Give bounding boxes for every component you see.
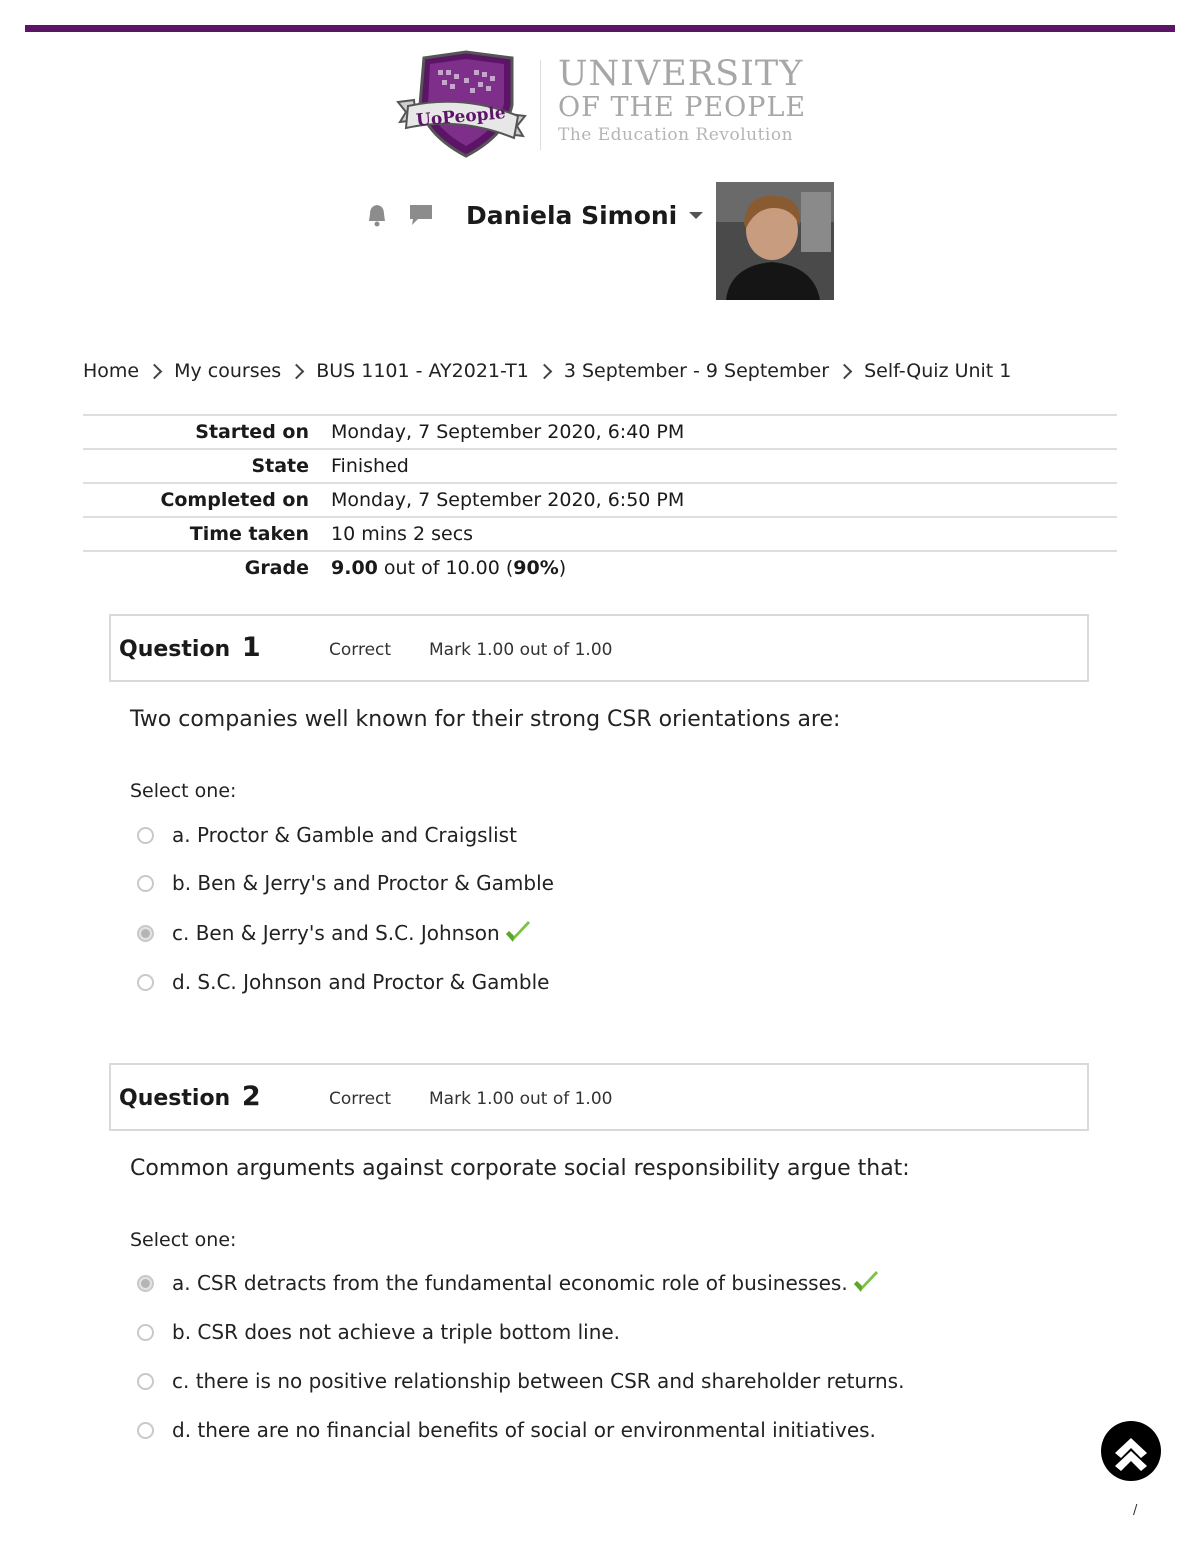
answer-option[interactable] [137,871,554,895]
question-2-text: Common arguments against corporate social responsibility argue that: [130,1156,910,1181]
question-2-header [109,1063,1089,1131]
radio-button[interactable] [137,1422,154,1439]
radio-button[interactable] [137,1373,154,1390]
avatar-photo [716,182,834,300]
answer-label: a. Proctor & Gamble and Craigslist [172,823,517,847]
question-title [119,1081,261,1112]
question-state: Correct [329,1089,392,1109]
caret-down-icon[interactable] [689,212,703,219]
chevron-right-icon [289,363,305,379]
double-chevron-up-icon [1101,1421,1161,1481]
top-accent-bar [25,25,1175,32]
answer-label: a. CSR detracts from the fundamental economic role of businesses. [172,1271,848,1295]
answer-option[interactable] [137,1418,876,1442]
question-1-header [109,614,1089,682]
question-title [119,632,261,663]
bell-icon[interactable] [364,202,390,228]
question-mark: Mark 1.00 out of 1.00 [429,1089,613,1109]
summary-row-time [83,517,1117,551]
university-wordmark [558,56,806,147]
breadcrumb-course[interactable]: BUS 1101 - AY2021-T1 [316,360,529,382]
radio-button[interactable] [137,827,154,844]
answer-label: b. CSR does not achieve a triple bottom line. [172,1320,621,1344]
summary-row-started [83,415,1117,449]
uopeople-shield-logo [394,50,529,160]
user-menu-row [364,195,703,235]
summary-label: Started on [83,415,331,449]
select-one-label: Select one: [130,780,237,802]
page-mark: / [1133,1503,1138,1518]
wordmark-line-1: UNIVERSITY [558,54,804,94]
question-mark: Mark 1.00 out of 1.00 [429,640,613,660]
radio-button[interactable] [137,1324,154,1341]
breadcrumb-my-courses[interactable]: My courses [174,360,282,382]
answer-label: c. Ben & Jerry's and S.C. Johnson [172,921,500,945]
summary-label: Time taken [83,517,331,551]
check-icon [504,920,532,946]
summary-row-grade [83,551,1117,584]
answer-option[interactable] [137,1369,904,1393]
radio-button[interactable] [137,974,154,991]
breadcrumb-week[interactable]: 3 September - 9 September [563,360,830,382]
logo-divider [540,60,541,150]
summary-label: Completed on [83,483,331,517]
breadcrumb [83,360,1011,382]
chat-icon[interactable] [408,202,434,228]
radio-button-checked[interactable] [137,925,154,942]
answer-label: d. there are no financial benefits of social or environmental initiatives. [172,1418,876,1442]
question-state: Correct [329,640,392,660]
question-label: Question [119,1086,231,1111]
grade-mid: out of 10.00 ( [377,557,514,579]
grade-end: ) [558,557,567,579]
answer-option-selected[interactable] [137,920,532,946]
select-one-label: Select one: [130,1229,237,1251]
grade-score: 9.00 [331,557,378,579]
summary-label: Grade [83,551,331,584]
wordmark-tagline: The Education Revolution [558,125,794,145]
grade-value [331,551,1117,584]
summary-value: 10 mins 2 secs [331,517,1117,551]
chevron-right-icon [147,363,163,379]
breadcrumb-quiz[interactable]: Self-Quiz Unit 1 [864,360,1012,382]
answer-option[interactable] [137,1320,620,1344]
breadcrumb-home[interactable]: Home [83,360,140,382]
avatar[interactable] [716,182,834,300]
answer-label: b. Ben & Jerry's and Proctor & Gamble [172,871,554,895]
chevron-right-icon [537,363,553,379]
grade-percent: 90% [513,557,559,579]
wordmark-line-2: OF THE PEOPLE [558,92,807,123]
answer-label: c. there is no positive relationship between CSR and shareholder returns. [172,1369,905,1393]
site-logo[interactable] [394,50,814,160]
question-1-text: Two companies well known for their strong CSR orientations are: [130,707,841,732]
question-label: Question [119,637,231,662]
summary-value: Monday, 7 September 2020, 6:50 PM [331,483,1117,517]
answer-option-selected[interactable] [137,1270,880,1296]
quiz-summary-table [83,414,1117,584]
summary-row-state [83,449,1117,483]
radio-button-checked[interactable] [137,1275,154,1292]
answer-option[interactable] [137,823,517,847]
user-name[interactable]: Daniela Simoni [466,200,678,230]
summary-row-completed [83,483,1117,517]
back-to-top-button[interactable] [1101,1421,1161,1481]
question-number: 2 [241,1081,261,1112]
summary-value: Finished [331,449,1117,483]
check-icon [852,1270,880,1296]
summary-label: State [83,449,331,483]
answer-option[interactable] [137,970,549,994]
answer-label: d. S.C. Johnson and Proctor & Gamble [172,970,550,994]
chevron-right-icon [837,363,853,379]
shield-text: UoPeople [415,103,507,131]
radio-button[interactable] [137,875,154,892]
question-number: 1 [241,632,261,663]
summary-value: Monday, 7 September 2020, 6:40 PM [331,415,1117,449]
